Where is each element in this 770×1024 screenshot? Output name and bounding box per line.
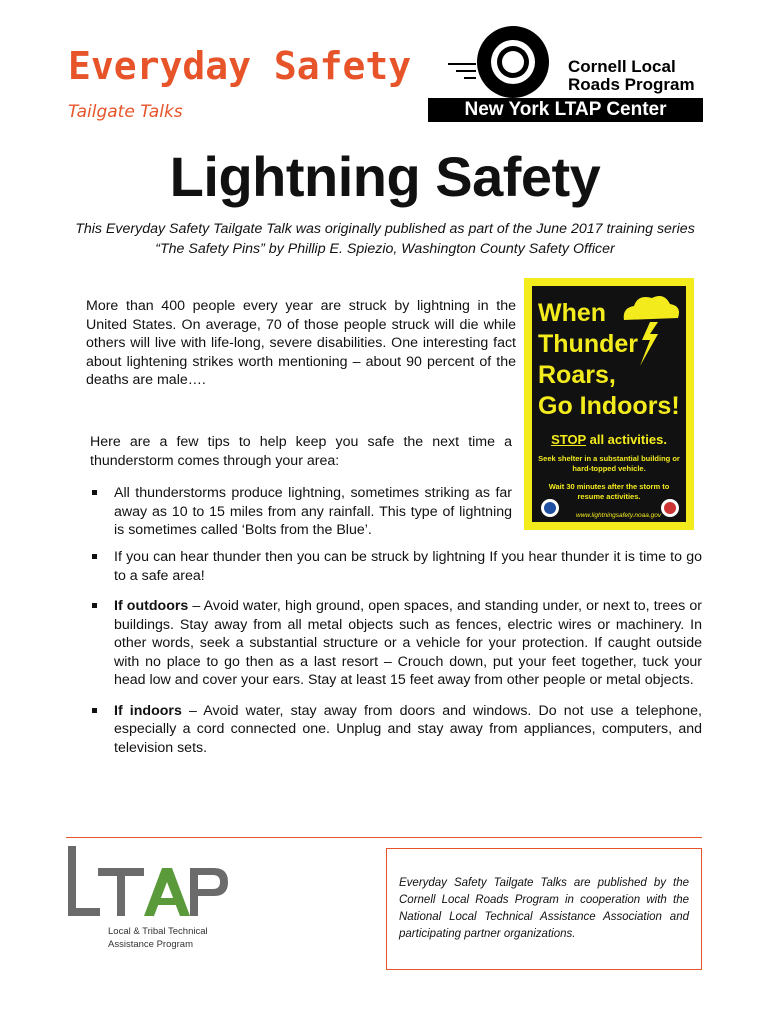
ltap-caption: Local & Tribal Technical Assistance Program bbox=[108, 926, 208, 950]
list-item: If you can hear thunder then you can be struck by lightning If you hear thunder it is time to go to a safe area! bbox=[90, 548, 702, 585]
tips-list bbox=[90, 548, 702, 769]
lightning-poster bbox=[524, 278, 694, 530]
poster-stop: STOP all activities. bbox=[551, 432, 667, 447]
paragraph-tips-intro: Here are a few tips to help keep you safe the next time a thunderstorm comes through your area: bbox=[90, 434, 512, 469]
noaa-seal-icon bbox=[540, 498, 560, 518]
poster-wait-text: Wait 30 minutes after the storm to resume activities. bbox=[548, 482, 670, 501]
list-item: All thunderstorms produce lightning, sometimes striking as far away as 10 to 15 miles from any rainfall. This type of lightning is sometimes called ‘Bolts from the Blue’. bbox=[90, 484, 512, 540]
cornell-ltap-logo bbox=[428, 22, 703, 126]
page-title: Lightning Safety bbox=[169, 145, 601, 208]
paragraph-statistics: More than 400 people every year are struck by lightning in the United States. On average, 70 of those people struck will die while others will live with life-long, severe disabilities. One interesting fact about lightening strikes worth mentioning – about 90 percent of the deaths are male…. bbox=[86, 298, 516, 388]
nws-seal-icon bbox=[660, 498, 680, 518]
cornell-text: Cornell Local Roads Program bbox=[568, 57, 695, 94]
brand-title: Everyday Safety bbox=[68, 44, 412, 88]
intro-text: This Everyday Safety Tailgate Talk was originally published as part of the June 2017 training series “The Safety Pins” by Phillip E. Spiezio, Washington County Safety Officer bbox=[75, 221, 695, 257]
storm-cloud-icon bbox=[614, 290, 684, 370]
ltap-center-bar: New York LTAP Center bbox=[428, 98, 703, 122]
footer-publisher-box: Everyday Safety Tailgate Talks are published by the Cornell Local Roads Program in cooperation with the National Local Technical Assistance Association and participating partner organizations. bbox=[386, 848, 702, 970]
ltap-letters-icon bbox=[68, 846, 233, 926]
tire-icon bbox=[428, 22, 568, 98]
poster-url: www.lightningsafety.noaa.gov bbox=[576, 512, 662, 519]
list-item: If indoors – Avoid water, stay away from doors and windows. Do not use a telephone, especially a cord connected one. Unplug and stay away from appliances, computers, and television sets. bbox=[90, 702, 702, 758]
brand-subtitle: Tailgate Talks bbox=[68, 102, 183, 122]
tips-list-top bbox=[90, 484, 512, 540]
footer-divider bbox=[66, 837, 702, 838]
list-item: If outdoors – Avoid water, high ground, open spaces, and standing under, or next to, trees or buildings. Stay away from all metal objects such as fences, electric wires or machinery. In other words, seek a substantial structure or a vehicle for your protection. If caught outside with no place to go then as a last resort – Crouch down, put your feet together, tuck your head low and cover your ears. Stay at least 15 feet away from other people or metal objects. bbox=[90, 597, 702, 690]
poster-headline: When Thunder Roars, Go Indoors! bbox=[538, 299, 680, 420]
poster-shelter-text: Seek shelter in a substantial building or hard-topped vehicle. bbox=[538, 454, 680, 473]
